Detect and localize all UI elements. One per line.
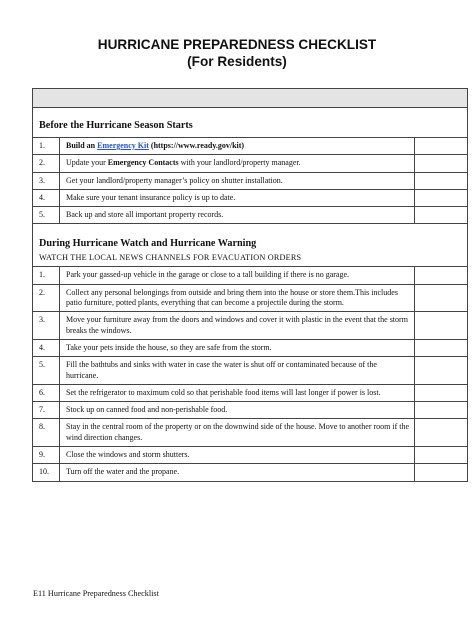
section-before-season-table [33, 138, 467, 224]
item-number: 6. [33, 384, 60, 401]
checkbox-cell[interactable] [415, 138, 468, 155]
item-number: 7. [33, 402, 60, 419]
page-footer: E11 Hurricane Preparedness Checklist [33, 589, 159, 598]
checkbox-cell[interactable] [415, 312, 468, 340]
checkbox-cell[interactable] [415, 155, 468, 172]
item-text: Close the windows and storm shutters. [60, 447, 415, 464]
item-number: 3. [33, 312, 60, 340]
section-heading-before-season: Before the Hurricane Season Starts [33, 108, 467, 138]
header-shaded-bar [33, 89, 467, 108]
item-text: Make sure your tenant insurance policy is up to date. [60, 189, 415, 206]
table-row [33, 419, 467, 447]
checklist-table [32, 88, 468, 482]
emergency-kit-link[interactable]: Emergency Kit [97, 141, 149, 150]
section-heading-during-watch: During Hurricane Watch and Hurricane Warning [39, 238, 257, 250]
item-text: Stay in the central room of the property or on the downwind side of the house. Move to another room if the wind direction changes. [60, 419, 415, 447]
item-number: 4. [33, 339, 60, 356]
item-number: 5. [33, 207, 60, 224]
item-text: Back up and store all important property records. [60, 207, 415, 224]
table-row [33, 402, 467, 419]
table-row [33, 207, 467, 224]
document-title: HURRICANE PREPAREDNESS CHECKLIST [97, 37, 377, 52]
item-text: Collect any personal belongings from outside and bring them into the house or store them.This includes patio furniture, potted plants, everything that can become a projectile during the storm. [60, 284, 415, 312]
item-number: 1. [33, 267, 60, 284]
table-row [33, 172, 467, 189]
checkbox-cell[interactable] [415, 464, 468, 481]
checkbox-cell[interactable] [415, 267, 468, 284]
item-number: 1. [33, 138, 60, 155]
item-number: 2. [33, 284, 60, 312]
table-row [33, 357, 467, 385]
item-text: Get your landlord/property manager’s policy on shutter installation. [60, 172, 415, 189]
section-subheading-evacuation: WATCH THE LOCAL NEWS CHANNELS FOR EVACUATION ORDERS [33, 253, 467, 267]
checkbox-cell[interactable] [415, 447, 468, 464]
item-text: Set the refrigerator to maximum cold so that perishable food items will last longer if power is lost. [60, 384, 415, 401]
table-row [33, 384, 467, 401]
checkbox-cell[interactable] [415, 419, 468, 447]
table-row [33, 189, 467, 206]
item-number: 8. [33, 419, 60, 447]
item-text: Move your furniture away from the doors and windows and cover it with plastic in the event that the storm breaks the windows. [60, 312, 415, 340]
item-number: 5. [33, 357, 60, 385]
item-text: Stock up on canned food and non-perishable food. [60, 402, 415, 419]
checkbox-cell[interactable] [415, 339, 468, 356]
checkbox-cell[interactable] [415, 172, 468, 189]
table-row [33, 284, 467, 312]
item-text-prefix: Update your [66, 158, 108, 168]
item-text-prefix: Build an [66, 141, 98, 150]
document-title-block [0, 36, 474, 70]
table-row [33, 339, 467, 356]
item-number: 3. [33, 172, 60, 189]
checkbox-cell[interactable] [415, 384, 468, 401]
item-number: 10. [33, 464, 60, 481]
item-text: Take your pets inside the house, so they are safe from the storm. [60, 339, 415, 356]
checkbox-cell[interactable] [415, 357, 468, 385]
checkbox-cell[interactable] [415, 284, 468, 312]
item-text: Park your gassed-up vehicle in the garage or close to a tall building if there is no garage. [60, 267, 415, 284]
item-text [60, 155, 415, 172]
item-text: Fill the bathtubs and sinks with water in case the water is shut off or contaminated because of the hurricane. [60, 357, 415, 385]
item-number: 2. [33, 155, 60, 172]
item-text: Turn off the water and the propane. [60, 464, 415, 481]
item-text-bold: Emergency Contacts [107, 158, 179, 168]
table-row [33, 155, 467, 172]
item-number: 9. [33, 447, 60, 464]
item-text [60, 138, 415, 155]
table-row [33, 464, 467, 481]
item-text-suffix: (https://www.ready.gov/kit) [148, 141, 245, 150]
table-row [33, 267, 467, 284]
checkbox-cell[interactable] [415, 207, 468, 224]
item-number: 4. [33, 189, 60, 206]
table-row [33, 312, 467, 340]
table-row [33, 138, 467, 155]
document-subtitle: (For Residents) [187, 54, 287, 69]
checkbox-cell[interactable] [415, 189, 468, 206]
checkbox-cell[interactable] [415, 402, 468, 419]
section-during-watch-table [33, 267, 467, 481]
item-text-suffix: with your landlord/property manager. [178, 158, 301, 168]
table-row [33, 447, 467, 464]
